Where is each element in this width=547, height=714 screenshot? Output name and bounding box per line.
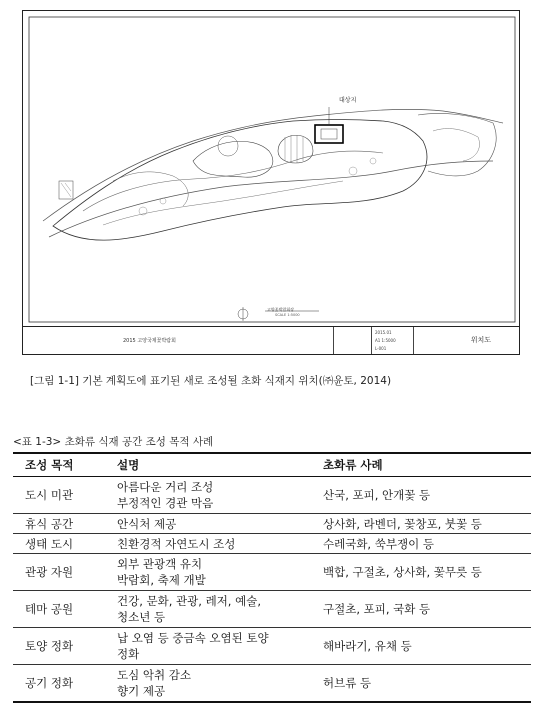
description-cell bbox=[117, 477, 315, 514]
table-row bbox=[13, 591, 531, 628]
description-line: 건강, 문화, 관광, 레저, 예술, bbox=[117, 594, 261, 608]
example-cell: 허브류 등 bbox=[315, 665, 531, 702]
description-cell bbox=[117, 514, 315, 534]
drawing-title: 위치도 bbox=[470, 336, 491, 344]
drawing-number: L-001 bbox=[375, 346, 387, 351]
drawing-title-block bbox=[23, 326, 519, 354]
table-row bbox=[13, 477, 531, 514]
site-label: 대상지 bbox=[339, 97, 357, 104]
purpose-cell: 테마 공원 bbox=[13, 591, 117, 628]
table-row bbox=[13, 534, 531, 554]
description-line: 박람회, 축제 개발 bbox=[117, 573, 206, 587]
description-line: 외부 관광객 유치 bbox=[117, 557, 203, 571]
column-header-examples: 초화류 사례 bbox=[315, 453, 531, 477]
description-line: 안식처 제공 bbox=[117, 516, 177, 531]
example-cell: 상사화, 라벤더, 꽃창포, 붓꽃 등 bbox=[315, 514, 531, 534]
purpose-cell: 생태 도시 bbox=[13, 534, 117, 554]
description-cell bbox=[117, 554, 315, 591]
table-header-row bbox=[13, 453, 531, 477]
site-plan-linework bbox=[23, 11, 521, 356]
column-header-purpose: 조성 목적 bbox=[13, 453, 117, 477]
planting-purpose-table bbox=[13, 452, 531, 703]
description-line: 정화 bbox=[117, 647, 140, 661]
purpose-cell: 공기 정화 bbox=[13, 665, 117, 702]
table-row bbox=[13, 665, 531, 702]
example-cell: 백합, 구절초, 상사화, 꽃무릇 등 bbox=[315, 554, 531, 591]
example-cell: 해바라기, 유채 등 bbox=[315, 628, 531, 665]
purpose-cell: 토양 정화 bbox=[13, 628, 117, 665]
purpose-cell: 휴식 공간 bbox=[13, 514, 117, 534]
purpose-cell: 도시 미관 bbox=[13, 477, 117, 514]
table-row bbox=[13, 554, 531, 591]
project-name: 2015 고양국제꽃박람회 bbox=[123, 338, 176, 344]
table-row bbox=[13, 514, 531, 534]
description-line: 청소년 등 bbox=[117, 610, 166, 624]
title-block-logo-cell bbox=[23, 327, 113, 354]
description-line: 향기 제공 bbox=[117, 683, 166, 698]
title-block-cell bbox=[333, 327, 371, 354]
description-line: 납 오염 등 중금속 오염된 토양 bbox=[117, 631, 269, 645]
column-header-description: 설명 bbox=[117, 453, 315, 477]
drawing-scale: A1 1:5000 bbox=[375, 338, 396, 343]
description-cell bbox=[117, 591, 315, 628]
table-title: <표 1-3> 초화류 식재 공간 조성 목적 사례 bbox=[13, 436, 214, 448]
drawing-scale-text: SCALE 1:5000 bbox=[275, 313, 300, 317]
purpose-cell: 관광 자원 bbox=[13, 554, 117, 591]
description-cell bbox=[117, 665, 315, 702]
description-line: 아름다운 거리 조성 bbox=[117, 480, 214, 494]
site-plan-drawing bbox=[22, 10, 520, 355]
description-line: 친환경적 자연도시 조성 bbox=[117, 536, 236, 551]
drawing-date: 2015.01 bbox=[375, 330, 392, 335]
drawing-scale-title: 고양꽃박람회장 bbox=[267, 307, 295, 312]
description-line: 도심 악취 감소 bbox=[117, 667, 191, 682]
description-line: 부정적인 경관 막음 bbox=[117, 496, 214, 510]
table-row bbox=[13, 628, 531, 665]
description-cell bbox=[117, 534, 315, 554]
example-cell: 구절초, 포피, 국화 등 bbox=[315, 591, 531, 628]
figure-caption: [그림 1-1] 기본 계획도에 표기된 새로 조성될 초화 식재지 위치(㈜윤토, 2014) bbox=[30, 375, 392, 387]
example-cell: 수레국화, 쑥부쟁이 등 bbox=[315, 534, 531, 554]
description-cell bbox=[117, 628, 315, 665]
example-cell: 산국, 포피, 안개꽃 등 bbox=[315, 477, 531, 514]
title-block-title-cell bbox=[413, 327, 521, 354]
